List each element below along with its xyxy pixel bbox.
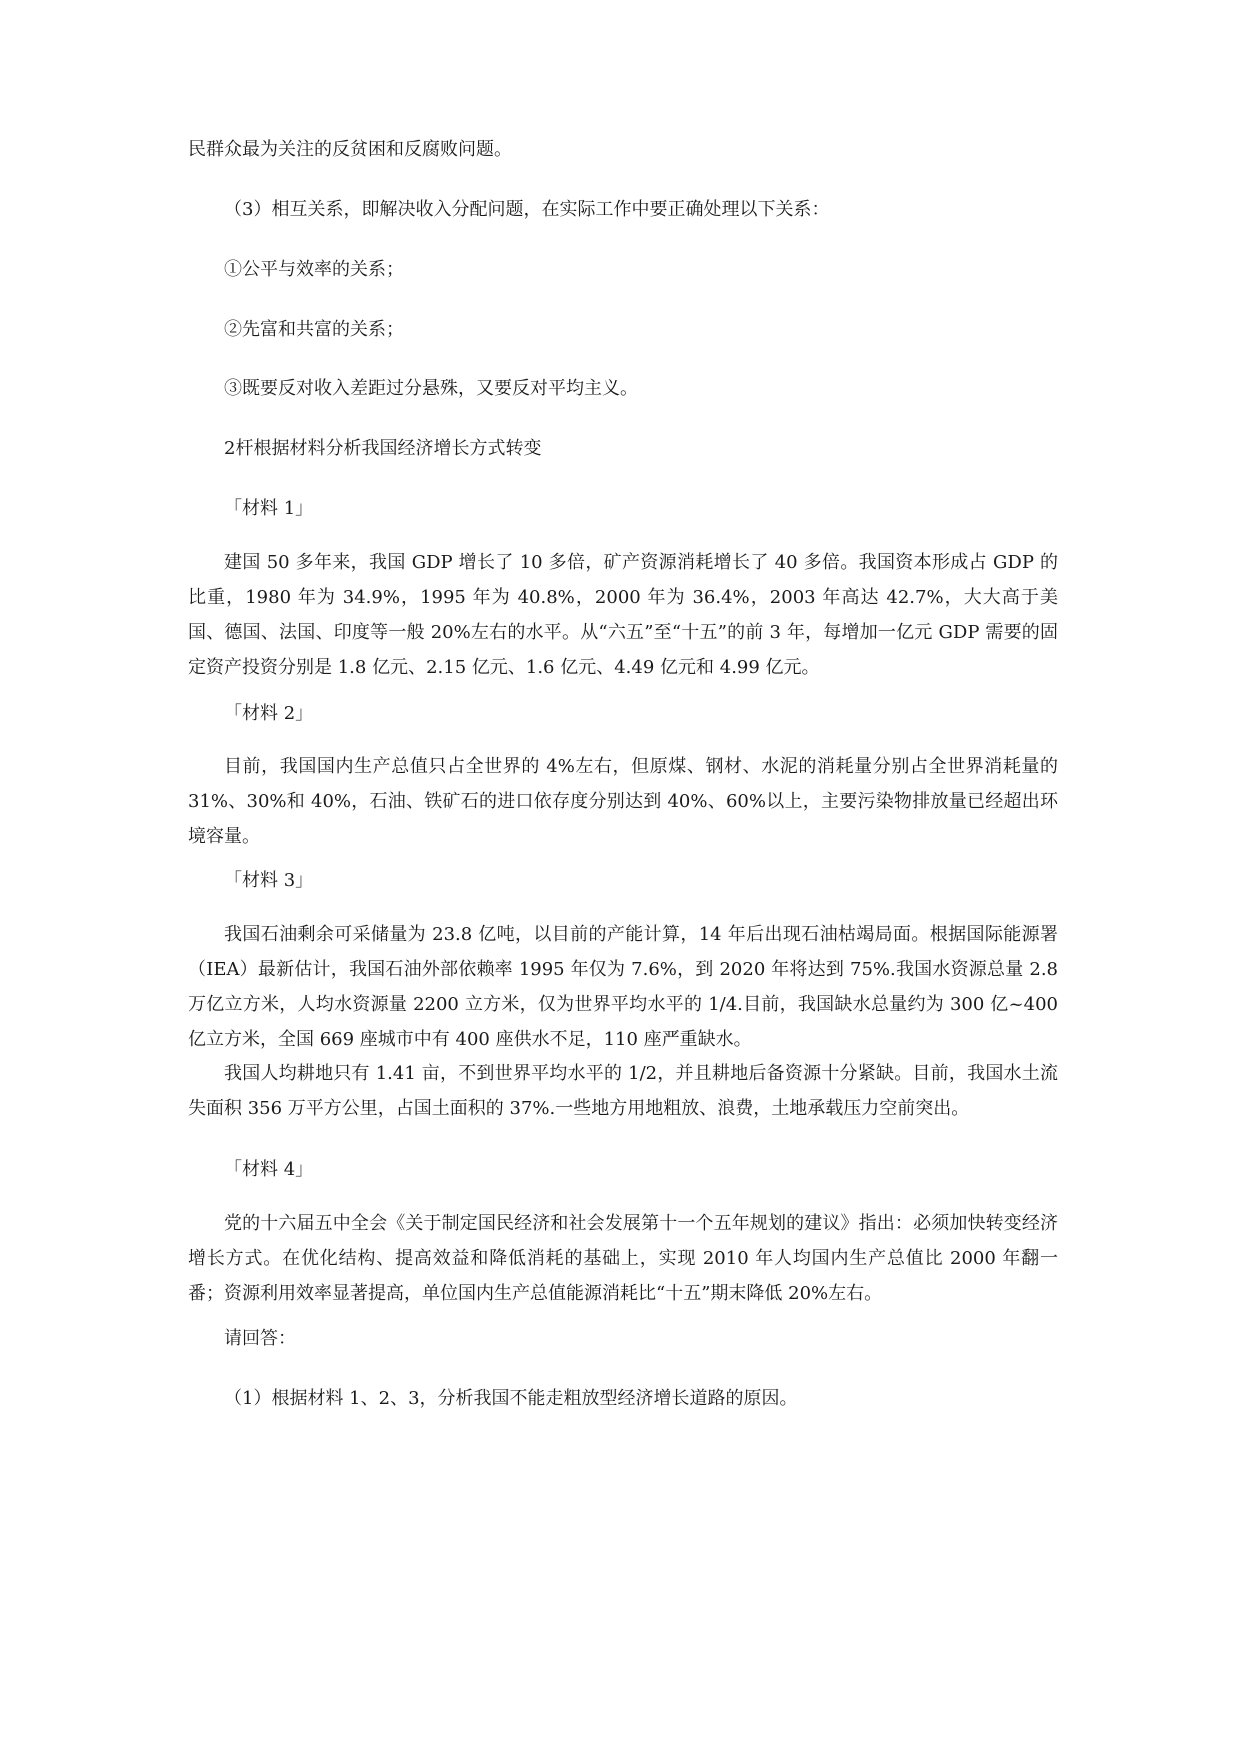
material-label: 「材料 2」 — [224, 703, 314, 724]
paragraph: 我国石油剩余可采储量为 23.8 亿吨，以目前的产能计算，14 年后出现石油枯竭局面。根据国际能源署（IEA）最新估计，我国石油外部依赖率 1995 年仅为 7.6%，到 2020 年将达到 75%.我国水资源总量 2.8 万亿立方米，人均水资源量 2200 立方米，仅为世界平均水平的 1/4.目前，我国缺水总量约为 300 亿~400 亿立方米，全国 669 座城市中有 400 座供水不足，110 座严重缺水。 — [188, 924, 1058, 1050]
material-label: 「材料 4」 — [224, 1159, 314, 1180]
paragraph: 我国人均耕地只有 1.41 亩，不到世界平均水平的 1/2，并且耕地后备资源十分紧缺。目前，我国水土流失面积 356 万平方公里，占国土面积的 37%.一些地方用地粗放、浪费，土地承载压力空前突出。 — [188, 1063, 1058, 1119]
paragraph: 建国 50 多年来，我国 GDP 增长了 10 多倍，矿产资源消耗增长了 40 多倍。我国资本形成占 GDP 的比重，1980 年为 34.9%，1995 年为 40.8%，2000 年为 36.4%，2003 年高达 42.7%，大大高于美国、德国、法国、印度等一般 20%左右的水平。从“六五”至“十五”的前 3 年，每增加一亿元 GDP 需要的固定资产投资分别是 1.8 亿元、2.15 亿元、1.6 亿元、4.49 亿元和 4.99 亿元。 — [188, 552, 1058, 678]
text-line: （3）相互关系，即解决收入分配问题，在实际工作中要正确处理以下关系： — [224, 199, 830, 220]
question-prompt: 请回答： — [224, 1328, 296, 1349]
list-item: ①公平与效率的关系； — [224, 259, 404, 280]
material-label: 「材料 1」 — [224, 498, 314, 519]
list-item: ③既要反对收入差距过分悬殊，又要反对平均主义。 — [224, 378, 638, 399]
paragraph: 党的十六届五中全会《关于制定国民经济和社会发展第十一个五年规划的建议》指出：必须加快转变经济增长方式。在优化结构、提高效益和降低消耗的基础上，实现 2010 年人均国内生产总值比 2000 年翻一番；资源利用效率显著提高，单位国内生产总值能源消耗比“十五”期末降低 20%左右。 — [188, 1213, 1058, 1304]
text-line: 民群众最为关注的反贫困和反腐败问题。 — [188, 139, 512, 160]
list-item: ②先富和共富的关系； — [224, 319, 404, 340]
question-item: （1）根据材料 1、2、3，分析我国不能走粗放型经济增长道路的原因。 — [224, 1388, 798, 1409]
paragraph: 目前，我国国内生产总值只占全世界的 4%左右，但原煤、钢材、水泥的消耗量分别占全世界消耗量的 31%、30%和 40%，石油、铁矿石的进口依存度分别达到 40%、60%以上，主要污染物排放量已经超出环境容量。 — [188, 756, 1058, 847]
section-heading: 2杆根据材料分析我国经济增长方式转变 — [224, 438, 542, 459]
material-label: 「材料 3」 — [224, 870, 314, 891]
